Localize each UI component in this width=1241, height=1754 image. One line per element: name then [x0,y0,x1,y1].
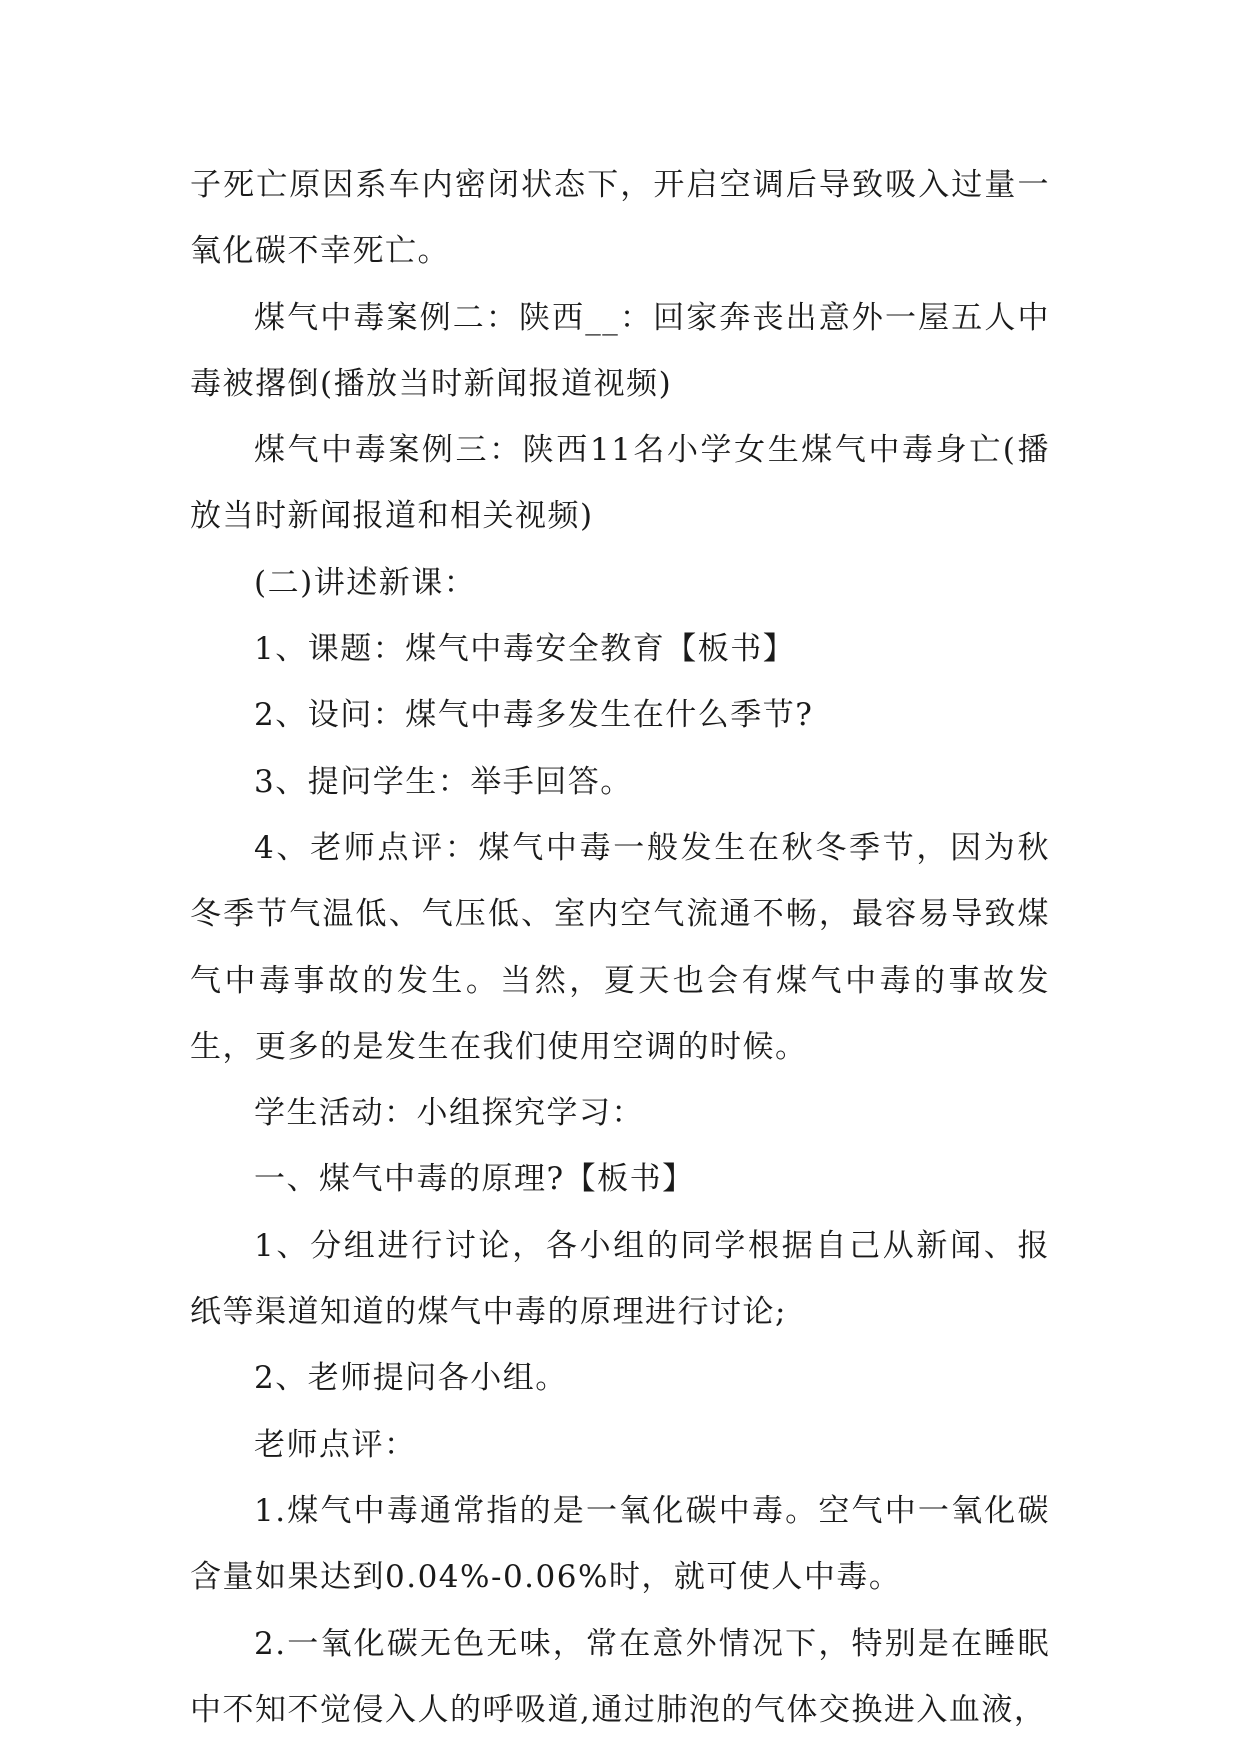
paragraph: (二)讲述新课： [254,564,477,601]
paragraph: 2、老师提问各小组。 [254,1360,568,1397]
paragraph: 子死亡原因系车内密闭状态下，开启空调后导致吸入过量一氧化碳不幸死亡。 [190,167,1050,270]
paragraph: 2.一氧化碳无色无味，常在意外情况下，特别是在睡眠中不知不觉侵入人的呼吸道,通过肺泡的气体交换进入血液， [190,1625,1050,1728]
paragraph: 3、提问学生：举手回答。 [254,763,633,800]
paragraph: 2、设问：煤气中毒多发生在什么季节? [254,697,814,734]
document-body [190,152,1050,1743]
paragraph: 老师点评： [254,1426,417,1463]
paragraph: 煤气中毒案例三：陕西11名小学女生煤气中毒身亡(播放当时新闻报道和相关视频) [190,432,1050,535]
paragraph: 1.煤气中毒通常指的是一氧化碳中毒。空气中一氧化碳含量如果达到0.04%-0.06%时，就可使人中毒。 [190,1492,1050,1596]
paragraph: 煤气中毒案例二：陕西__：回家奔丧出意外一屋五人中毒被撂倒(播放当时新闻报道视频) [190,299,1050,402]
paragraph: 4、老师点评：煤气中毒一般发生在秋冬季节，因为秋冬季节气温低、气压低、室内空气流通不畅，最容易导致煤气中毒事故的发生。当然，夏天也会有煤气中毒的事故发生，更多的是发生在我们使用空调的时候。 [190,829,1050,1065]
paragraph: 1、课题：煤气中毒安全教育【板书】 [254,631,796,668]
paragraph: 学生活动：小组探究学习： [254,1095,644,1132]
paragraph: 一、煤气中毒的原理?【板书】 [254,1161,695,1198]
paragraph: 1、分组进行讨论，各小组的同学根据自己从新闻、报纸等渠道知道的煤气中毒的原理进行讨论; [190,1227,1050,1331]
